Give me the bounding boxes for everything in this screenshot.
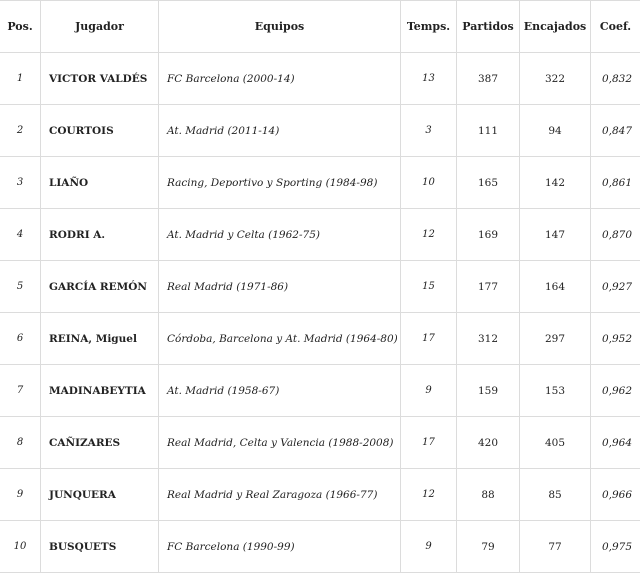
cell-teams: Racing, Deportivo y Sporting (1984-98) xyxy=(159,157,401,209)
cell-matches: 165 xyxy=(457,157,520,209)
cell-matches: 88 xyxy=(457,469,520,521)
cell-pos: 3 xyxy=(0,157,41,209)
cell-seasons: 9 xyxy=(401,365,457,417)
header-conceded: Encajados xyxy=(520,1,591,53)
cell-coef: 0,870 xyxy=(591,209,640,261)
header-matches: Partidos xyxy=(457,1,520,53)
cell-teams: Real Madrid y Real Zaragoza (1966-77) xyxy=(159,469,401,521)
cell-seasons: 3 xyxy=(401,105,457,157)
cell-matches: 312 xyxy=(457,313,520,365)
cell-player: CAÑIZARES xyxy=(41,417,159,469)
cell-matches: 177 xyxy=(457,261,520,313)
table-row xyxy=(0,365,640,417)
cell-seasons: 15 xyxy=(401,261,457,313)
cell-coef: 0,861 xyxy=(591,157,640,209)
cell-conceded: 153 xyxy=(520,365,591,417)
header-seasons: Temps. xyxy=(401,1,457,53)
header-coef: Coef. xyxy=(591,1,640,53)
cell-player: GARCÍA REMÓN xyxy=(41,261,159,313)
table-row xyxy=(0,313,640,365)
cell-seasons: 17 xyxy=(401,417,457,469)
cell-pos: 5 xyxy=(0,261,41,313)
cell-player: LIAÑO xyxy=(41,157,159,209)
table-row xyxy=(0,105,640,157)
cell-pos: 9 xyxy=(0,469,41,521)
cell-conceded: 322 xyxy=(520,53,591,105)
cell-teams: FC Barcelona (2000-14) xyxy=(159,53,401,105)
table-row xyxy=(0,521,640,573)
cell-seasons: 10 xyxy=(401,157,457,209)
header-player: Jugador xyxy=(41,1,159,53)
cell-teams: At. Madrid (1958-67) xyxy=(159,365,401,417)
cell-coef: 0,962 xyxy=(591,365,640,417)
cell-seasons: 17 xyxy=(401,313,457,365)
cell-teams: Córdoba, Barcelona y At. Madrid (1964-80) xyxy=(159,313,401,365)
cell-player: RODRI A. xyxy=(41,209,159,261)
cell-pos: 7 xyxy=(0,365,41,417)
cell-matches: 169 xyxy=(457,209,520,261)
cell-teams: Real Madrid (1971-86) xyxy=(159,261,401,313)
cell-seasons: 9 xyxy=(401,521,457,573)
cell-pos: 1 xyxy=(0,53,41,105)
cell-matches: 387 xyxy=(457,53,520,105)
cell-coef: 0,832 xyxy=(591,53,640,105)
cell-coef: 0,964 xyxy=(591,417,640,469)
cell-player: JUNQUERA xyxy=(41,469,159,521)
cell-player: MADINABEYTIA xyxy=(41,365,159,417)
cell-pos: 8 xyxy=(0,417,41,469)
cell-seasons: 12 xyxy=(401,469,457,521)
header-row xyxy=(0,1,640,53)
cell-seasons: 12 xyxy=(401,209,457,261)
cell-conceded: 164 xyxy=(520,261,591,313)
cell-matches: 159 xyxy=(457,365,520,417)
cell-player: BUSQUETS xyxy=(41,521,159,573)
header-pos: Pos. xyxy=(0,1,41,53)
cell-pos: 6 xyxy=(0,313,41,365)
cell-matches: 420 xyxy=(457,417,520,469)
cell-player: COURTOIS xyxy=(41,105,159,157)
cell-conceded: 94 xyxy=(520,105,591,157)
cell-conceded: 142 xyxy=(520,157,591,209)
cell-teams: At. Madrid (2011-14) xyxy=(159,105,401,157)
table-row xyxy=(0,157,640,209)
cell-teams: Real Madrid, Celta y Valencia (1988-2008) xyxy=(159,417,401,469)
table-row xyxy=(0,261,640,313)
cell-pos: 4 xyxy=(0,209,41,261)
cell-conceded: 85 xyxy=(520,469,591,521)
cell-coef: 0,847 xyxy=(591,105,640,157)
cell-conceded: 297 xyxy=(520,313,591,365)
cell-coef: 0,927 xyxy=(591,261,640,313)
cell-player: REINA, Miguel xyxy=(41,313,159,365)
cell-player: VICTOR VALDÉS xyxy=(41,53,159,105)
table-row xyxy=(0,469,640,521)
header-teams: Equipos xyxy=(159,1,401,53)
table-row xyxy=(0,53,640,105)
cell-pos: 2 xyxy=(0,105,41,157)
cell-coef: 0,966 xyxy=(591,469,640,521)
cell-matches: 79 xyxy=(457,521,520,573)
table-row xyxy=(0,209,640,261)
cell-conceded: 405 xyxy=(520,417,591,469)
table-row xyxy=(0,417,640,469)
cell-matches: 111 xyxy=(457,105,520,157)
cell-conceded: 147 xyxy=(520,209,591,261)
cell-pos: 10 xyxy=(0,521,41,573)
cell-teams: FC Barcelona (1990-99) xyxy=(159,521,401,573)
cell-coef: 0,975 xyxy=(591,521,640,573)
cell-conceded: 77 xyxy=(520,521,591,573)
cell-coef: 0,952 xyxy=(591,313,640,365)
cell-seasons: 13 xyxy=(401,53,457,105)
cell-teams: At. Madrid y Celta (1962-75) xyxy=(159,209,401,261)
